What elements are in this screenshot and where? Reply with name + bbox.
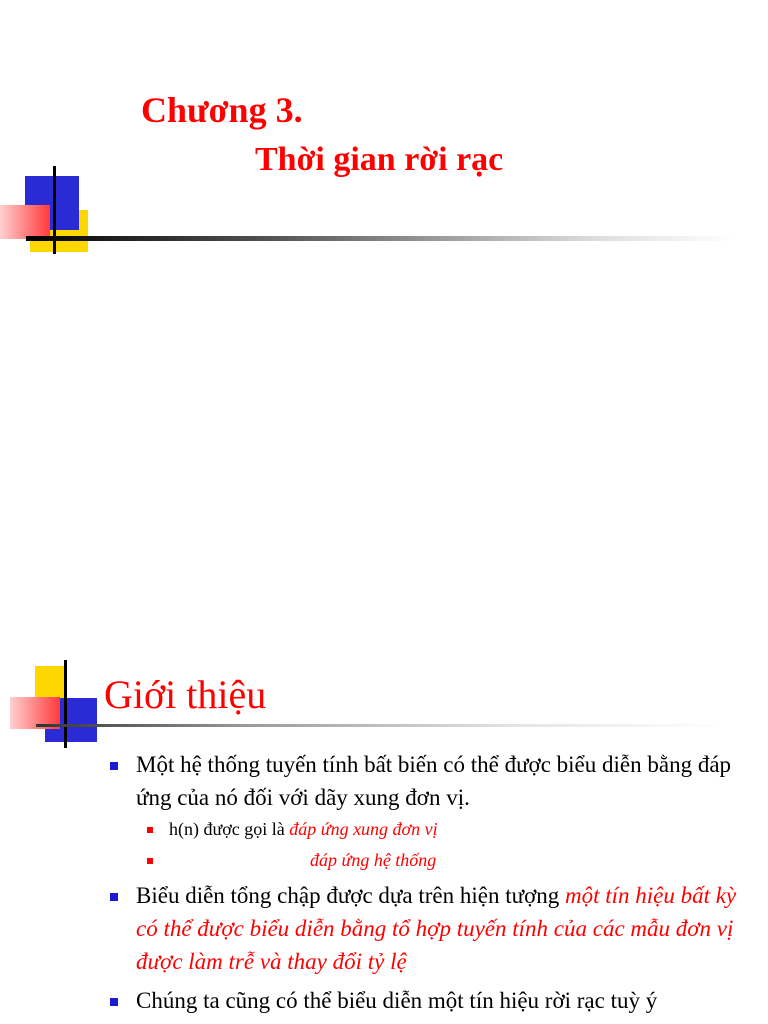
bullet-text: Một hệ thống tuyến tính bất biến có thể được biểu diễn bằng đáp ứng của nó đối với dãy xung đơn vị. [136,752,732,810]
title-underline [26,236,736,241]
sub-bullet-emphasis: đáp ứng hệ thống [310,850,437,870]
sub-bullet-marker [147,858,153,864]
bullet-text [136,879,746,978]
heading-underline [36,724,726,727]
sub-bullet-text [169,817,438,841]
decor-vertical-line [64,660,67,748]
bullet-prefix: Biểu diễn tổng chập được dựa trên hiện tượng [136,883,565,908]
bullet-marker [110,998,118,1006]
sub-bullet-prefix: h(n) được gọi là [169,819,290,839]
bullet-marker [110,762,118,770]
chapter-subtitle: Thời gian rời rạc [255,141,504,178]
bullet-text: Chúng ta cũng có thể biểu diễn một tín hiệu rời rạc tuỳ ý [136,988,658,1013]
bullet-emphasis: một tín hiệu bất kỳ có thể được biểu diễn bằng tổ hợp tuyến tính của các mẫu đơn vị được làm trễ và thay đổi tỷ lệ [136,883,737,974]
section-heading: Giới thiệu [104,672,267,717]
content-slide [0,512,768,1024]
bullet-marker [110,893,118,901]
sub-bullet-text [310,848,436,872]
sub-bullet-emphasis: đáp ứng xung đơn vị [289,819,438,839]
sub-bullet-marker [147,827,153,833]
decor-yellow-square [35,666,65,698]
decor-red-square [0,205,50,239]
chapter-title: Chương 3. [141,90,303,130]
